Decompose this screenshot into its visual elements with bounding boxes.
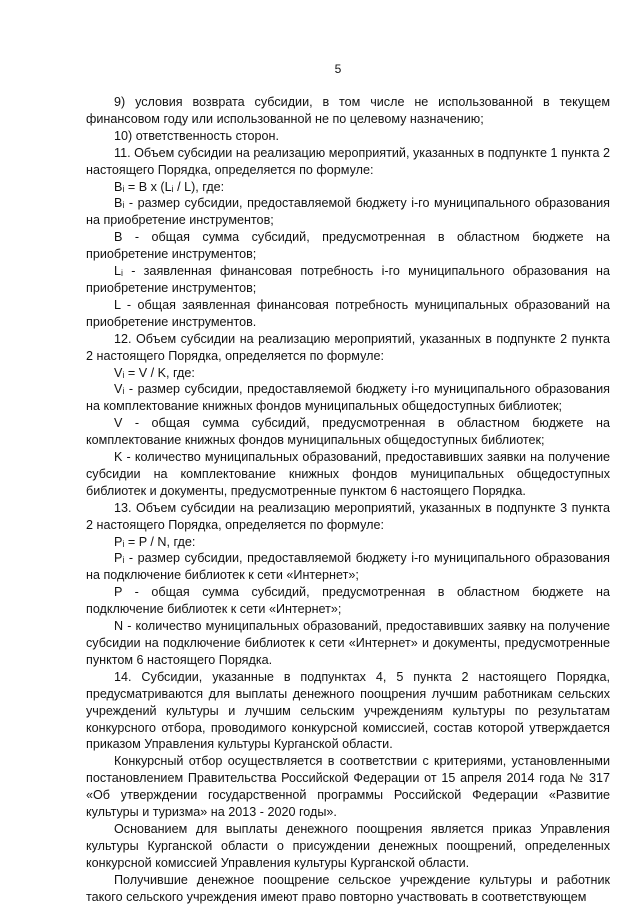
page-number: 5: [334, 62, 342, 76]
paragraph: Конкурсный отбор осуществляется в соответствии с критериями, установленными постановлением Правительства Российской Федерации от 15 апреля 2014 года № 317 «Об утверждении государственной программы Российской Федерации «Развитие культуры и туризма» на 2013 - 2020 годы».: [86, 754, 610, 820]
paragraph: Pᵢ = P / N, где:: [114, 534, 196, 549]
paragraph: Vᵢ - размер субсидии, предоставляемой бюджету i-го муниципального образования на комплектование книжных фондов муниципальных общедоступных библиотек;: [86, 382, 610, 414]
paragraph: Lᵢ - заявленная финансовая потребность i-го муниципального образования на приобретение инструментов;: [86, 264, 610, 295]
paragraph: P - общая сумма субсидий, предусмотренная в областном бюджете на подключение библиотек к сети «Интернет»;: [86, 585, 610, 617]
document-body: [86, 94, 610, 906]
paragraph: 14. Субсидии, указанные в подпунктах 4, 5 пункта 2 настоящего Порядка, предусматриваются для выплаты денежного поощрения лучшим работникам сельских учреждений культуры и лучшим сельским учреждениям культуры по результатам конкурсного отбора, проводимого конкурсной комиссией, состав которой утверждается приказом Управления культуры Курганской области.: [86, 669, 610, 752]
paragraph: 12. Объем субсидии на реализацию мероприятий, указанных в подпункте 2 пункта 2 настоящего Порядка, определяется по формуле:: [86, 331, 610, 363]
paragraph: Bᵢ = B x (Lᵢ / L), где:: [114, 179, 225, 194]
paragraph: Основанием для выплаты денежного поощрения является приказ Управления культуры Курганской области о присуждении денежных поощрений, определенных конкурсной комиссией Управления культуры Курганской области.: [86, 821, 610, 870]
paragraph: L - общая заявленная финансовая потребность муниципальных образований на приобретение инструментов.: [86, 297, 610, 329]
paragraph: N - количество муниципальных образований, предоставивших заявку на получение субсидии на подключение библиотек к сети «Интернет» и документы, предусмотренные пунктом 6 настоящего Порядка.: [86, 619, 610, 667]
paragraph: V - общая сумма субсидий, предусмотренная в областном бюджете на комплектование книжных фондов муниципальных общедоступных библиотек;: [86, 416, 610, 448]
paragraph: 11. Объем субсидии на реализацию мероприятий, указанных в подпункте 1 пункта 2 настоящего Порядка, определяется по формуле:: [86, 145, 610, 177]
paragraph: 9) условия возврата субсидии, в том числе не использованной в текущем финансовом году или использованной не по целевому назначению;: [86, 95, 610, 126]
paragraph: Получившие денежное поощрение сельское учреждение культуры и работник такого сельского учреждения имеют право повторно участвовать в соответствующем: [86, 872, 610, 904]
paragraph: K - количество муниципальных образований, предоставивших заявки на получение субсидии на комплектование книжных фондов муниципальных общедоступных библиотек и документы, предусмотренные пунктом 6 настоящего Порядка.: [86, 450, 610, 498]
paragraph: B - общая сумма субсидий, предусмотренная в областном бюджете на приобретение инструментов;: [86, 230, 610, 262]
paragraph: 10) ответственность сторон.: [114, 128, 280, 143]
paragraph: Bᵢ - размер субсидии, предоставляемой бюджету i-го муниципального образования на приобретение инструментов;: [86, 196, 610, 228]
paragraph: 13. Объем субсидии на реализацию мероприятий, указанных в подпункте 3 пункта 2 настоящего Порядка, определяется по формуле:: [86, 500, 610, 532]
paragraph: Pᵢ - размер субсидии, предоставляемой бюджету i-го муниципального образования на подключение библиотек к сети «Интернет»;: [86, 551, 610, 583]
paragraph: Vᵢ = V / K, где:: [114, 365, 195, 380]
